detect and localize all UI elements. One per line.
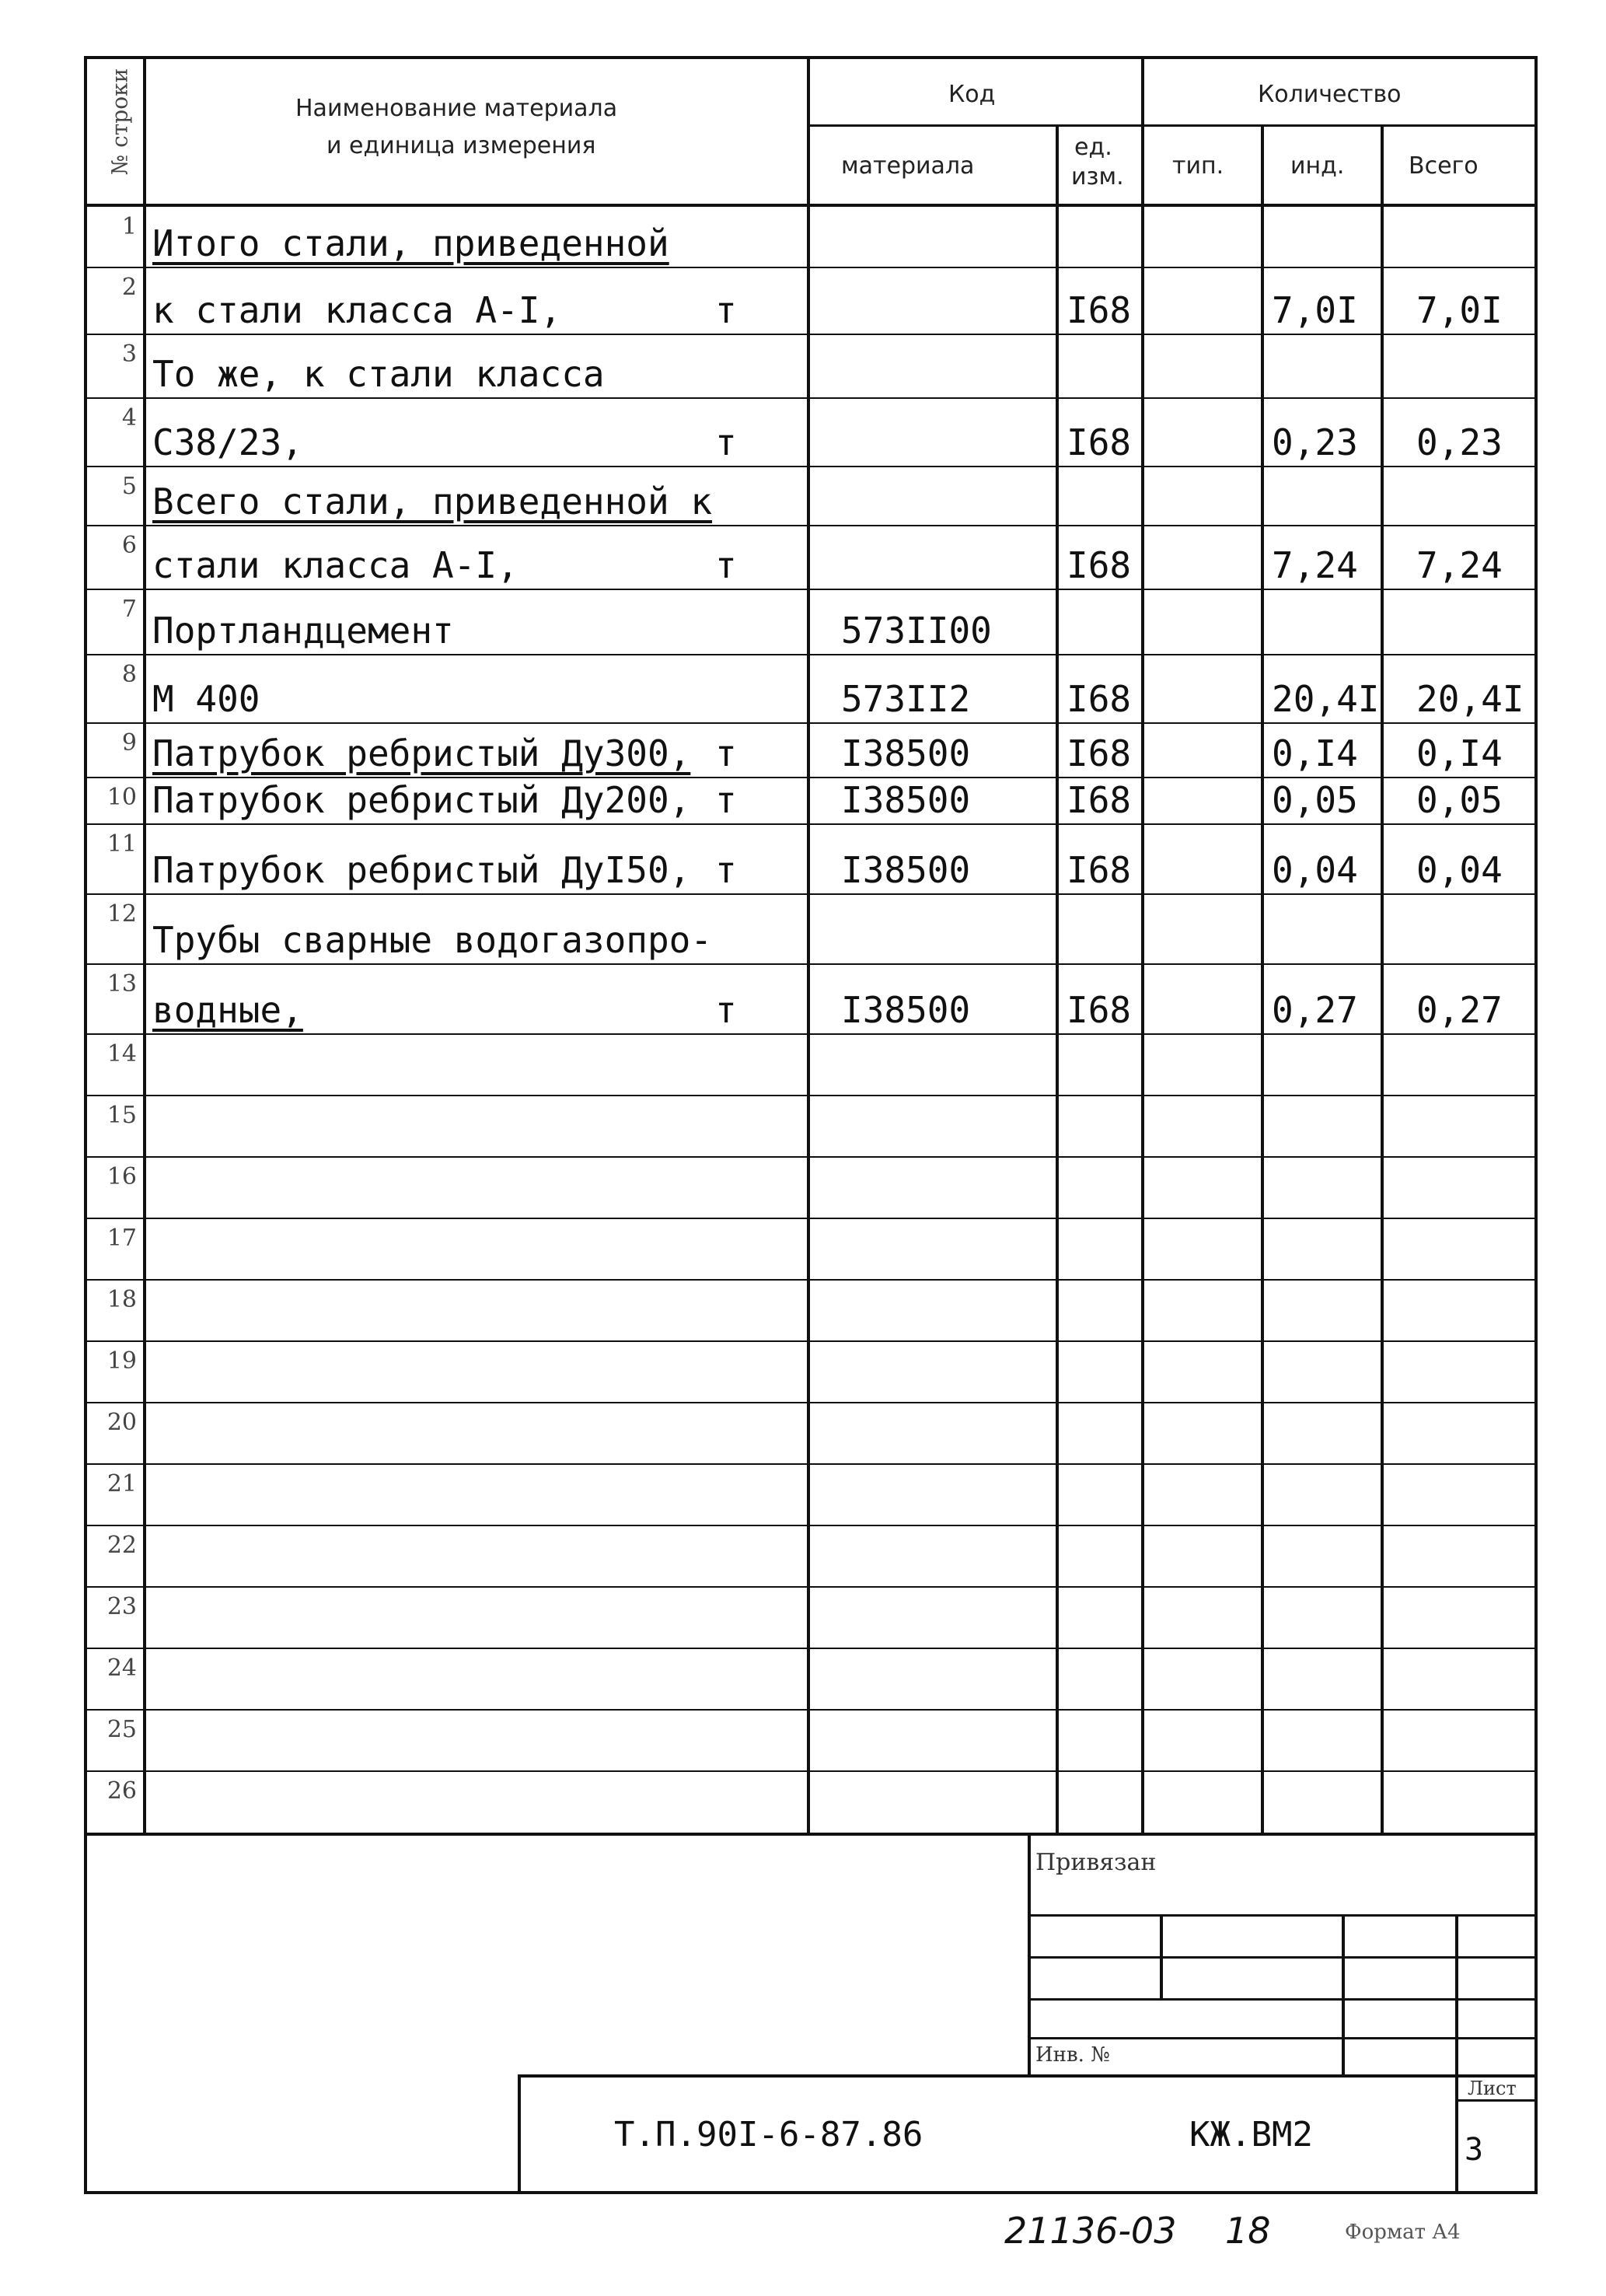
material-name: С38/23, [152,421,303,463]
row-separator [87,1156,1538,1158]
qty-ind: 0,05 [1272,779,1358,821]
material-name: Патрубок ребристый ДуI50, [152,849,691,891]
unit-label: т [715,544,737,586]
stamp-line-1 [1028,1914,1538,1917]
qty-ind: 0,04 [1272,849,1358,891]
qty-total: 0,I4 [1416,732,1503,774]
qty-group-header: Количество [1258,81,1402,108]
material-code: 573II00 [841,610,992,652]
qty-total: 0,27 [1416,989,1503,1031]
row-number: 11 [106,830,137,858]
qty-total: 7,24 [1416,544,1503,586]
row-number: 5 [121,473,137,500]
qty-total: 0,04 [1416,849,1503,891]
qty-typ-header: тип. [1172,152,1224,180]
doc-number: Т.П.90I-6-87.86 [614,2115,923,2154]
row-number: 12 [106,900,137,928]
header-bottom [84,204,1538,207]
material-code: I38500 [841,849,971,891]
qty-ind: 7,0I [1272,289,1358,331]
row-number: 10 [106,784,137,811]
name-header-line2: и единица измерения [326,132,596,159]
material-name: водные, [152,989,303,1031]
row-separator [87,777,1538,778]
unit-code: I68 [1067,849,1132,891]
row-number: 7 [121,596,137,623]
bound-label: Привязан [1035,1849,1157,1876]
material-name: Итого стали, приведенной [152,222,669,264]
inv-label: Инв. № [1035,2043,1110,2067]
unit-code: I68 [1067,732,1132,774]
row-number: 19 [106,1347,137,1375]
qty-total: 0,05 [1416,779,1503,821]
sheet-number: 3 [1465,2132,1484,2168]
stamp-v-1 [1160,1914,1163,2000]
unit-code: I68 [1067,779,1132,821]
row-number: 16 [106,1163,137,1190]
code-material-header: материала [841,152,975,180]
row-number: 14 [106,1040,137,1068]
material-name: Патрубок ребристый Ду200, [152,779,691,821]
row-number: 21 [106,1470,137,1497]
row-number: 23 [106,1593,137,1620]
row-separator [87,963,1538,965]
stamp-line-3 [1028,1998,1538,2001]
stamp-v-3 [1455,1914,1458,2194]
row-number: 3 [121,341,137,368]
row-separator [87,589,1538,590]
row-separator [87,1525,1538,1526]
row-number: 4 [121,404,137,432]
doc-mark: КЖ.ВМ2 [1189,2115,1313,2154]
row-number: 24 [106,1655,137,1682]
qty-ind-header: инд. [1290,152,1345,180]
sheet-label: Лист [1468,2078,1517,2099]
col-divider-code [1056,124,1059,1833]
row-number-header: № строки [106,68,133,176]
row-number: 1 [121,213,137,240]
row-separator [87,1648,1538,1649]
material-name: стали класса А-I, [152,544,518,586]
row-separator [87,1463,1538,1465]
unit-label: т [715,289,737,331]
row-number: 9 [121,729,137,757]
row-separator [87,1218,1538,1219]
row-separator [87,1033,1538,1035]
row-number: 22 [106,1532,137,1559]
row-separator [87,466,1538,467]
material-name: к стали класса А-I, [152,289,562,331]
unit-label: т [715,732,737,774]
col-divider-num [143,56,146,1833]
unit-code: I68 [1067,289,1132,331]
code-unit-header-2: изм. [1071,163,1124,190]
row-separator [87,334,1538,335]
stamp-v-2 [1342,1914,1345,2078]
title-block-top [518,2074,1538,2078]
material-name: Трубы сварные водогазопро- [152,919,713,961]
qty-total: 0,23 [1416,421,1503,463]
handwritten-number: 21136-03 [1004,2210,1177,2252]
sheet-label-line [1455,2099,1538,2102]
row-separator [87,397,1538,399]
title-block-left [518,2074,521,2194]
row-separator [87,823,1538,825]
qty-ind: 7,24 [1272,544,1358,586]
row-separator [87,1095,1538,1096]
material-name: Патрубок ребристый ДуЗ00, [152,732,691,774]
table-bottom [84,1833,1538,1836]
code-unit-header-1: ед. [1074,134,1112,161]
row-number: 15 [106,1102,137,1129]
code-group-header: Код [948,81,996,108]
col-divider-unit [1141,56,1144,1833]
material-code: I38500 [841,779,971,821]
qty-total-header: Всего [1409,152,1479,180]
material-name: Портландцемент [152,610,454,652]
qty-total: 20,4I [1416,678,1524,720]
row-number: 2 [121,274,137,301]
row-separator [87,654,1538,655]
stamp-line-2 [1028,1956,1538,1959]
qty-ind: 0,23 [1272,421,1358,463]
row-separator [87,1709,1538,1711]
material-name: То же, к стали класса [152,353,605,395]
unit-code: I68 [1067,989,1132,1031]
row-separator [87,1770,1538,1772]
row-separator [87,1402,1538,1403]
row-number: 18 [106,1286,137,1313]
row-number: 20 [106,1409,137,1436]
row-number: 17 [106,1225,137,1252]
row-number: 26 [106,1777,137,1805]
row-separator [87,1340,1538,1342]
unit-label: т [715,779,737,821]
row-separator [87,525,1538,526]
qty-total: 7,0I [1416,289,1503,331]
row-number: 25 [106,1716,137,1743]
material-code: I38500 [841,732,971,774]
stamp-left-divider [1028,1833,1031,2078]
material-name: Всего стали, приведенной к [152,481,713,522]
row-separator [87,893,1538,895]
material-name: М 400 [152,678,260,720]
format-label: Формат А4 [1345,2221,1461,2244]
row-number: 13 [106,970,137,998]
row-separator [87,1586,1538,1588]
header-subline [807,124,1538,127]
unit-code: I68 [1067,678,1132,720]
stamp-line-4 [1028,2037,1538,2039]
qty-ind: 20,4I [1272,678,1380,720]
row-number: 6 [121,532,137,559]
qty-ind: 0,I4 [1272,732,1358,774]
material-code: 573II2 [841,678,971,720]
col-divider-ind [1381,124,1384,1833]
unit-code: I68 [1067,544,1132,586]
unit-label: т [715,989,737,1031]
row-separator [87,1279,1538,1281]
unit-label: т [715,849,737,891]
unit-label: т [715,421,737,463]
name-header-line1: Наименование материала [295,95,618,122]
qty-ind: 0,27 [1272,989,1358,1031]
page-mark: 18 [1225,2210,1271,2252]
row-number: 8 [121,661,137,688]
row-separator [87,267,1538,268]
row-separator [87,722,1538,724]
unit-code: I68 [1067,421,1132,463]
col-divider-typ [1261,124,1264,1833]
material-code: I38500 [841,989,971,1031]
col-divider-name [807,56,810,1833]
